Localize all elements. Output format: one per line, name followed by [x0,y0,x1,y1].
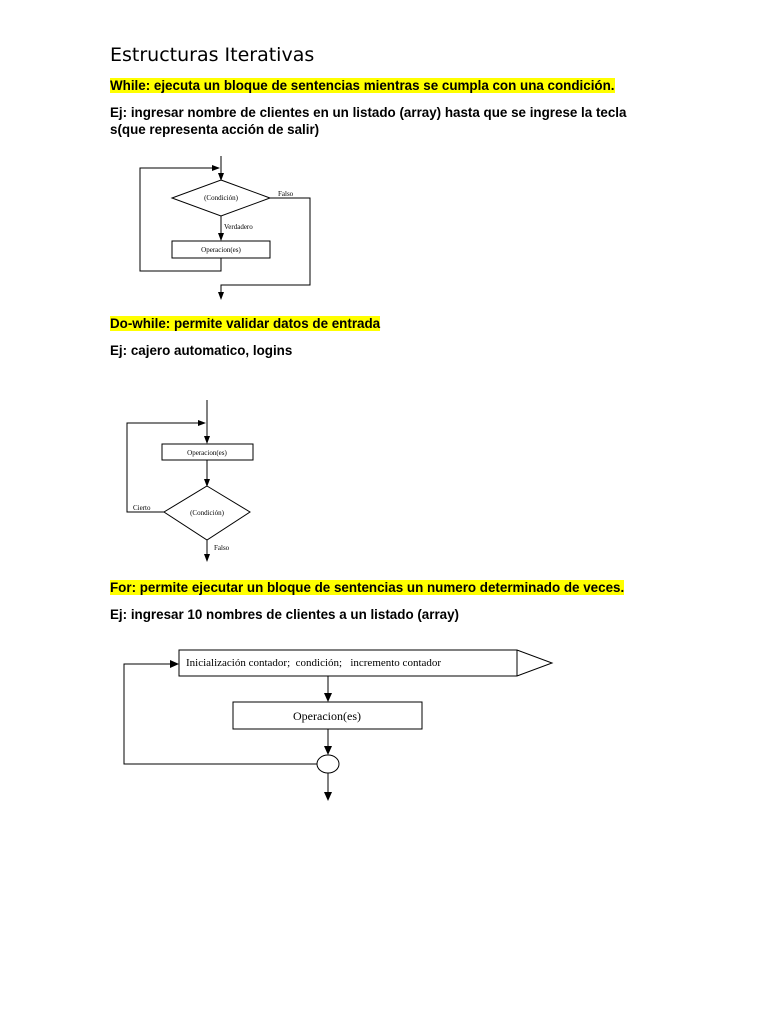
while-example-line2: s(que representa acción de salir) [110,122,320,137]
page-title: Estructuras Iterativas [110,44,315,66]
dowhile-example: Ej: cajero automatico, logins [110,343,293,358]
dowhile-heading: Do-while: permite validar datos de entrada [110,316,381,331]
while-condition-label: (Condición) [204,194,238,202]
while-operation-label: Operacion(es) [201,246,241,254]
while-false-label: Falso [278,190,294,198]
for-operation-label: Operacion(es) [293,709,361,723]
for-connector-node [317,755,339,773]
dowhile-true-label: Cierto [133,504,151,512]
while-heading: While: ejecuta un bloque de sentencias mientras se cumpla con una condición. [110,78,615,93]
dowhile-operation-label: Operacion(es) [187,449,227,457]
for-example: Ej: ingresar 10 nombres de clientes a un listado (array) [110,607,460,622]
while-example-line1: Ej: ingresar nombre de clientes en un listado (array) hasta que se ingrese la tecla [110,105,627,120]
for-loop-header-label: Inicialización contador; condición; incremento contador [186,657,442,669]
dowhile-false-label: Falso [214,544,230,552]
while-true-label: Verdadero [224,223,253,231]
dowhile-condition-label: (Condición) [190,509,224,517]
for-heading: For: permite ejecutar un bloque de sentencias un numero determinado de veces. [110,580,625,595]
